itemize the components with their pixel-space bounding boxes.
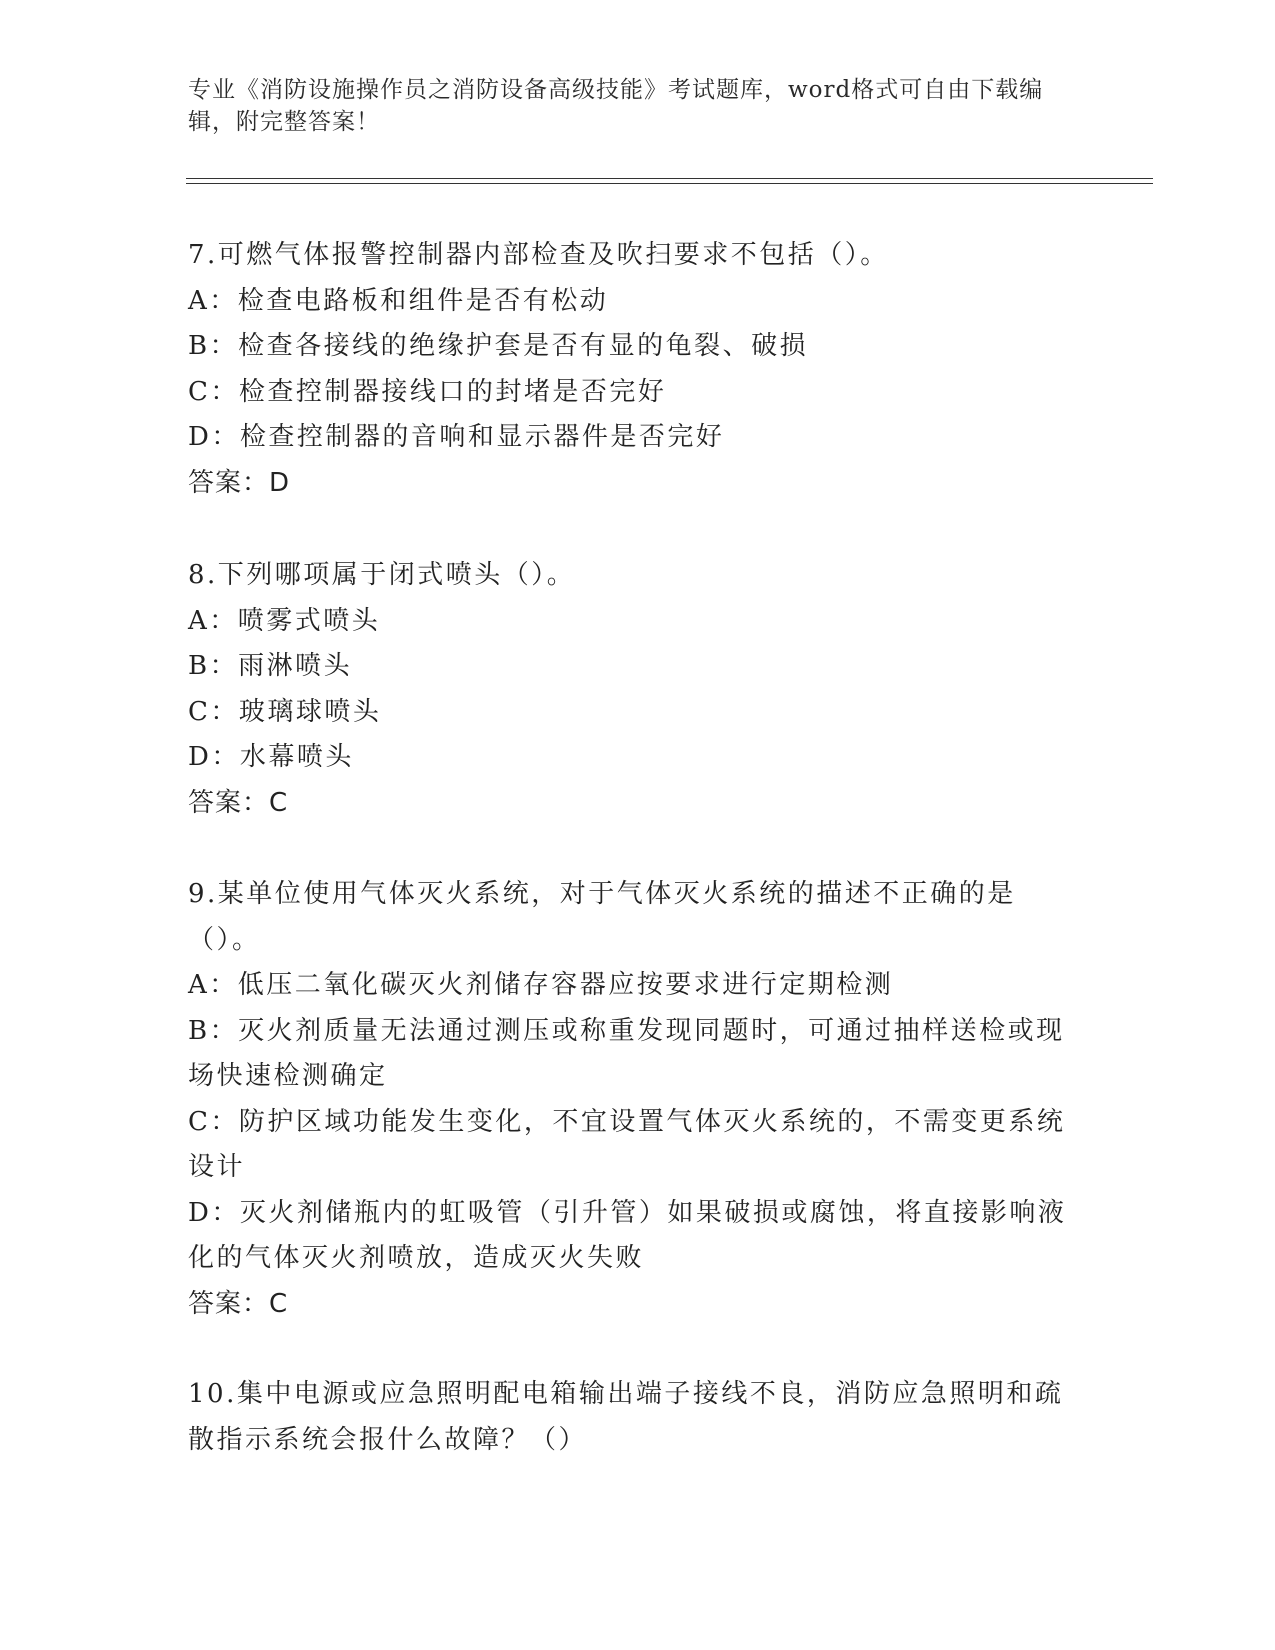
option-c: C：玻璃球喷头: [188, 696, 382, 727]
question-stem: 9.某单位使用气体灭火系统，对于气体灭火系统的描述不正确的是（）。: [188, 879, 1016, 955]
option-d: D：灭火剂储瓶内的虹吸管（引升管）如果破损或腐蚀，将直接影响液化的气体灭火剂喷放，造成灭火失败: [188, 1197, 1067, 1273]
option-c: C：检查控制器接线口的封堵是否完好: [188, 376, 667, 407]
question-stem: 10.集中电源或应急照明配电箱输出端子接线不良，消防应急照明和疏散指示系统会报什么故障？（）: [188, 1379, 1064, 1455]
option-b: B：灭火剂质量无法通过测压或称重发现同题时，可通过抽样送检或现场快速检测确定: [188, 1015, 1065, 1091]
answer: 答案：D: [188, 467, 291, 498]
question-stem: 8.下列哪项属于闭式喷头（）。: [188, 560, 576, 590]
option-b: B：检查各接线的绝缘护套是否有显的龟裂、破损: [188, 331, 809, 361]
question-stem: 7.可燃气体报警控制器内部检查及吹扫要求不包括（）。: [188, 240, 889, 270]
option-a: A：低压二氧化碳灭火剂储存容器应按要求进行定期检测: [188, 970, 894, 1000]
option-a: A：检查电路板和组件是否有松动: [188, 285, 609, 316]
answer: 答案：C: [188, 1288, 289, 1319]
document-header: 专业《消防设施操作员之消防设备高级技能》考试题库，word格式可自由下载编辑，附完整答案！: [188, 77, 1044, 135]
answer: 答案：C: [188, 787, 289, 818]
option-d: D：水幕喷头: [188, 742, 354, 772]
header-divider-double: [186, 183, 1153, 184]
question-8: [188, 553, 1078, 826]
option-d: D：检查控制器的音响和显示器件是否完好: [188, 422, 725, 452]
question-9: [188, 872, 1078, 1327]
question-10: [188, 1372, 1078, 1463]
question-7: [188, 233, 1078, 506]
option-c: C：防护区域功能发生变化，不宜设置气体灭火系统的，不需变更系统设计: [188, 1106, 1066, 1182]
header-divider: [186, 178, 1153, 179]
option-b: B：雨淋喷头: [188, 651, 353, 681]
option-a: A：喷雾式喷头: [188, 605, 381, 636]
